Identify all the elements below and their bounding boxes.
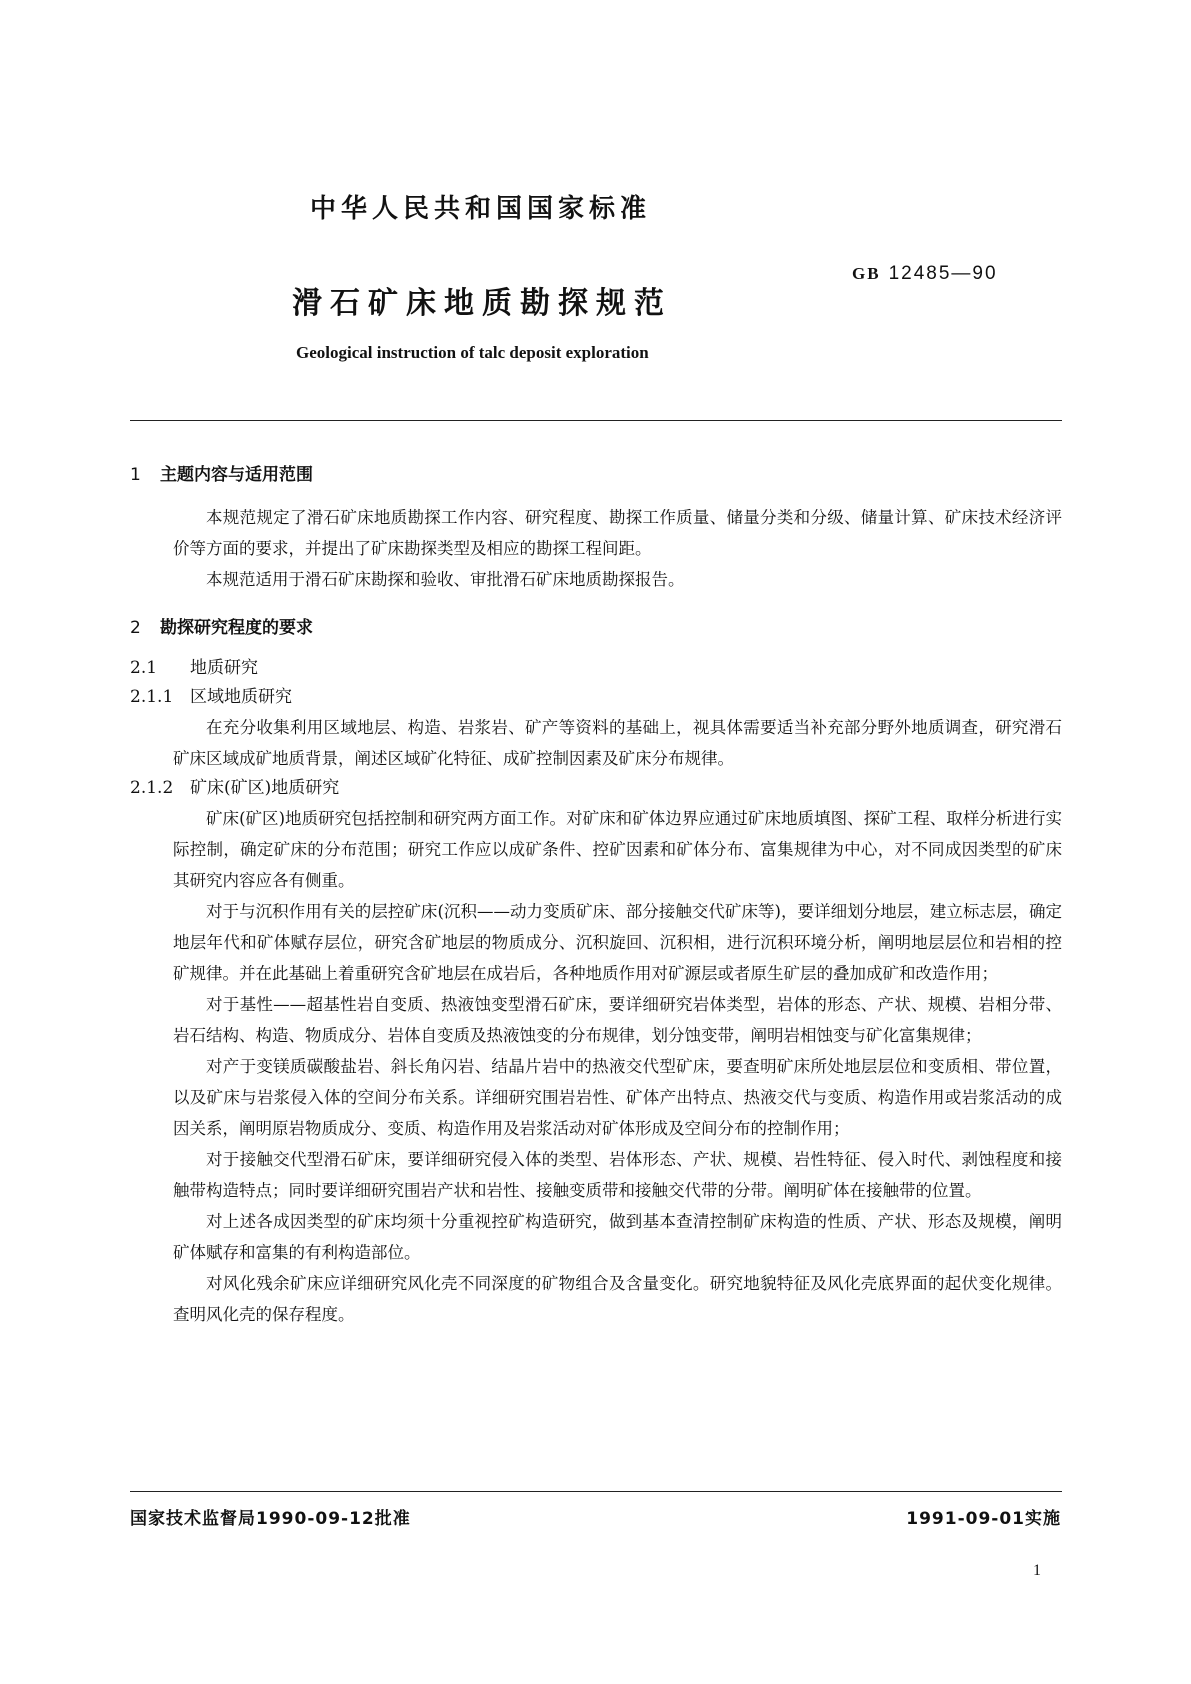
approval-date: 国家技术监督局1990-09-12批准 (130, 1509, 411, 1529)
section-number: 1 (130, 465, 141, 485)
section-title: 勘探研究程度的要求 (160, 618, 313, 638)
section-1-heading (130, 460, 1062, 485)
standard-code-number: 12485—90 (888, 263, 998, 284)
paragraph: 对产于变镁质碳酸盐岩、斜长角闪岩、结晶片岩中的热液交代型矿床，要查明矿床所处地层层位和变质相、带位置，以及矿床与岩浆侵入体的空间分布关系。详细研究围岩岩性、矿体产出特点、热液交代与变质、构造作用或岩浆活动的成因关系，阐明原岩物质成分、变质、构造作用及岩浆活动对矿体形成及空间分布的控制作用； (173, 1057, 1062, 1138)
standard-code-prefix: GB (852, 264, 881, 283)
section-title: 主题内容与适用范围 (160, 465, 313, 485)
paragraph: 对上述各成因类型的矿床均须十分重视控矿构造研究，做到基本查清控制矿床构造的性质、产状、形态及规模，阐明矿体赋存和富集的有利构造部位。 (173, 1212, 1062, 1262)
paragraph: 本规范规定了滑石矿床地质勘探工作内容、研究程度、勘探工作质量、储量分类和分级、储量计算、矿床技术经济评价等方面的要求，并提出了矿床勘探类型及相应的勘探工程间距。 (173, 508, 1062, 558)
paragraph: 本规范适用于滑石矿床勘探和验收、审批滑石矿床地质勘探报告。 (206, 570, 685, 589)
paragraph: 矿床(矿区)地质研究包括控制和研究两方面工作。对矿床和矿体边界应通过矿床地质填图、探矿工程、取样分析进行实际控制，确定矿床的分布范围；研究工作应以成矿条件、控矿因素和矿体分布、富集规律为中心，对不同成因类型的矿床其研究内容应各有侧重。 (173, 809, 1062, 890)
subsection-title: 区域地质研究 (190, 687, 292, 707)
bottom-divider (130, 1491, 1062, 1492)
page-number: 1 (1033, 1562, 1041, 1579)
effective-date: 1991-09-01实施 (906, 1509, 1061, 1529)
document-body (130, 460, 1062, 1330)
paragraph: 对于与沉积作用有关的层控矿床(沉积——动力变质矿床、部分接触交代矿床等)，要详细划分地层，建立标志层，确定地层年代和矿体赋存层位，研究含矿地层的物质成分、沉积旋回、沉积相，进行沉积环境分析，阐明地层层位和岩相的控矿规律。并在此基础上着重研究含矿地层在成岩后，各种地质作用对矿源层或者原生矿层的叠加成矿和改造作用； (173, 902, 1062, 983)
top-divider (130, 420, 1062, 421)
subsection-2-1-1-heading (130, 683, 1062, 712)
subsection-2-1-heading (130, 654, 1062, 683)
document-title: 滑石矿床地质勘探规范 (292, 286, 672, 321)
section-number: 2 (130, 618, 141, 638)
subsection-number: 2.1.2 (130, 778, 174, 798)
subsection-title: 地质研究 (190, 658, 258, 678)
standard-title: 中华人民共和国国家标准 (310, 194, 652, 224)
english-title: Geological instruction of talc deposit exploration (296, 343, 649, 362)
paragraph: 对风化残余矿床应详细研究风化壳不同深度的矿物组合及含量变化。研究地貌特征及风化壳底界面的起伏变化规律。查明风化壳的保存程度。 (173, 1274, 1062, 1324)
standard-code (852, 263, 998, 285)
section-2-heading (130, 613, 1062, 638)
paragraph: 对于基性——超基性岩自变质、热液蚀变型滑石矿床，要详细研究岩体类型，岩体的形态、产状、规模、岩相分带、岩石结构、构造、物质成分、岩体自变质及热液蚀变的分布规律，划分蚀变带，阐明岩相蚀变与矿化富集规律； (173, 995, 1062, 1045)
paragraph: 对于接触交代型滑石矿床，要详细研究侵入体的类型、岩体形态、产状、规模、岩性特征、侵入时代、剥蚀程度和接触带构造特点；同时要详细研究围岩产状和岩性、接触变质带和接触交代带的分带。阐明矿体在接触带的位置。 (173, 1150, 1062, 1200)
subsection-number: 2.1 (130, 658, 158, 678)
subsection-title: 矿床(矿区)地质研究 (190, 778, 340, 798)
subsection-number: 2.1.1 (130, 687, 174, 707)
subsection-2-1-2-heading (130, 774, 1062, 803)
paragraph: 在充分收集利用区域地层、构造、岩浆岩、矿产等资料的基础上，视具体需要适当补充部分野外地质调查，研究滑石矿床区域成矿地质背景，阐述区域矿化特征、成矿控制因素及矿床分布规律。 (173, 718, 1062, 768)
